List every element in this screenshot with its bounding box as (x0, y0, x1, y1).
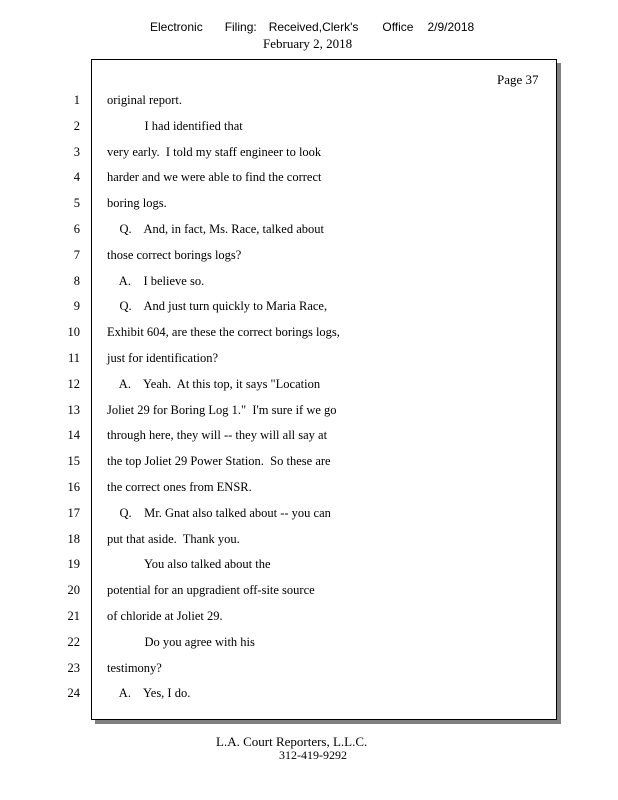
line-number: 4 (73, 170, 80, 185)
line-number: 18 (67, 531, 80, 546)
transcript-line-text: put that aside. Thank you. (107, 531, 240, 546)
transcript-line-text: A. Yeah. At this top, it says "Location (107, 376, 321, 391)
line-number: 2 (73, 118, 80, 133)
transcript-line-text: Q. Mr. Gnat also talked about -- you can (107, 505, 331, 520)
line-number: 7 (73, 247, 80, 262)
transcript-line-text: I had identified that (107, 118, 243, 133)
footer-phone: 312-419-9292 (279, 748, 347, 762)
footer-company: L.A. Court Reporters, L.L.C. (216, 734, 368, 749)
line-number: 15 (67, 454, 80, 469)
transcript-line-text: those correct borings logs? (107, 247, 242, 262)
filing-word-filing: Filing: (224, 20, 257, 34)
transcript-line-text: potential for an upgradient off-site source (107, 583, 315, 598)
line-number: 19 (67, 557, 80, 572)
line-number: 22 (67, 634, 80, 649)
transcript-line-text: Do you agree with his (107, 634, 255, 649)
line-number: 20 (67, 583, 80, 598)
transcript-line-text: the correct ones from ENSR. (107, 480, 252, 494)
transcript-line-text: testimony? (107, 660, 162, 675)
filing-header (0, 20, 618, 56)
transcript-line-text: Q. And, in fact, Ms. Race, talked about (107, 222, 324, 236)
line-number: 16 (67, 480, 80, 494)
filing-date-stamp: 2/9/2018 (427, 20, 475, 34)
line-number: 13 (67, 402, 80, 417)
transcript-line-text: very early. I told my staff engineer to look (107, 144, 322, 159)
transcript-line-text: through here, they will -- they will all say at (107, 428, 328, 443)
transcript-line-text: the top Joliet 29 Power Station. So these are (107, 454, 331, 469)
transcript-line-text: Joliet 29 for Boring Log 1." I'm sure if we go (107, 402, 337, 417)
transcript-date: February 2, 2018 (263, 36, 353, 51)
transcript-line-text: A. Yes, I do. (107, 686, 191, 701)
line-number: 8 (73, 273, 80, 288)
filing-stamp-line (150, 20, 474, 34)
line-number: 11 (67, 351, 80, 365)
line-number: 21 (67, 609, 80, 623)
transcript-line-text: just for identification? (107, 351, 219, 365)
line-number: 5 (73, 196, 80, 211)
line-number: 14 (67, 428, 80, 443)
transcript-line-text: Q. And just turn quickly to Maria Race, (107, 299, 328, 314)
line-number: 23 (67, 660, 80, 675)
page-number: Page 37 (497, 72, 539, 87)
line-number: 17 (67, 505, 80, 520)
line-number: 12 (67, 376, 80, 391)
filing-word-electronic: Electronic (150, 20, 203, 34)
transcript-line-text: original report. (107, 93, 182, 107)
transcript-line-text: You also talked about the (107, 557, 271, 572)
line-number: 9 (73, 299, 80, 314)
line-number: 10 (67, 325, 80, 340)
transcript-line-text: Exhibit 604, are these the correct borings logs, (107, 325, 340, 340)
filing-word-office: Office (382, 20, 414, 34)
filing-word-received: Received,Clerk's (268, 20, 359, 34)
transcript-line-text: harder and we were able to find the correct (107, 170, 322, 185)
line-number: 1 (73, 93, 80, 107)
transcript-line-text: of chloride at Joliet 29. (107, 609, 223, 623)
line-number: 6 (73, 222, 80, 236)
line-number: 3 (73, 144, 80, 159)
transcript-line-text: boring logs. (107, 196, 167, 211)
line-number: 24 (67, 686, 80, 701)
transcript-line-text: A. I believe so. (107, 273, 205, 288)
